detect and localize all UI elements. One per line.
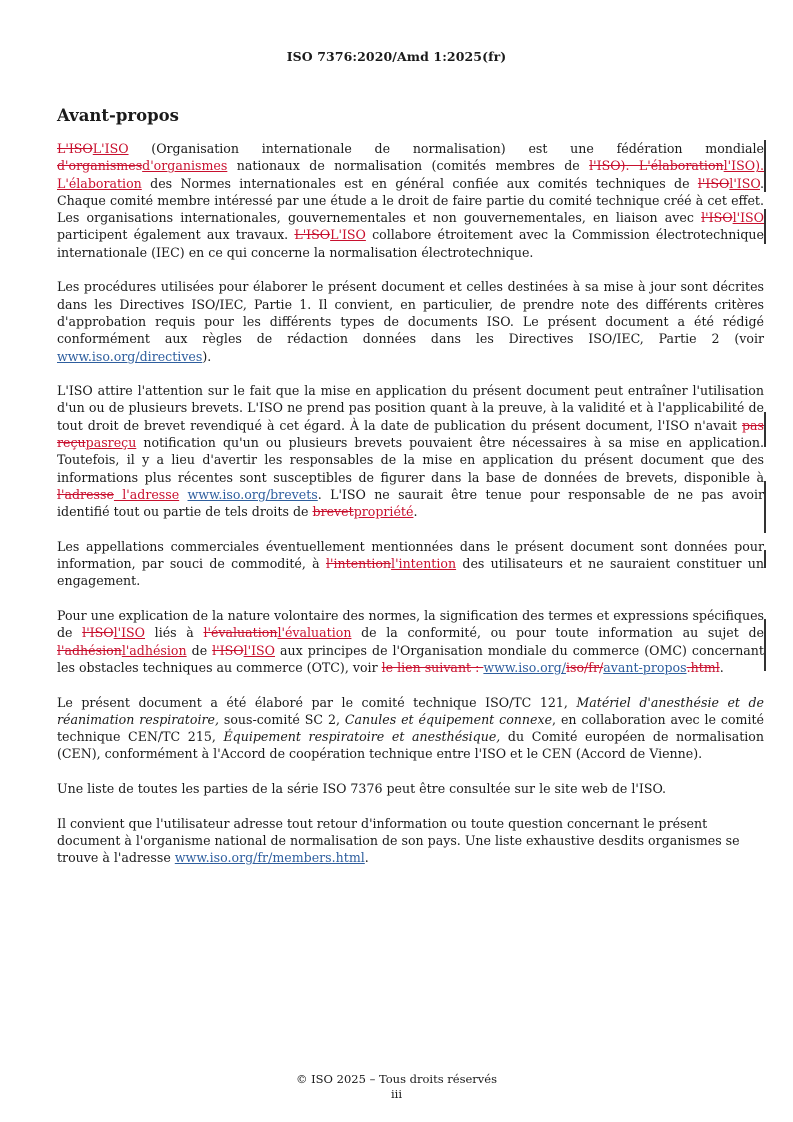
text: sous-comité SC 2,	[218, 711, 345, 727]
text: notification qu'un ou plusieurs brevets pouvaient être nécessaires à sa mise en application. Toutefois, il y a lieu d'avertir les responsables de la mise en application du présent document que des informations plus récentes sont susceptibles de figurer dans la base de données de brevets, disponible à	[57, 435, 764, 485]
paragraph-organisation	[57, 140, 764, 261]
text: des Normes internationales est en général confiée aux comités techniques de	[141, 175, 698, 191]
text: .	[413, 504, 418, 520]
text: aux principes de l'Organisation mondiale du commerce (OMC) concernant les obstacles techniques au commerce (OTC), voir	[57, 642, 764, 675]
inserted-text: l'adhésion	[121, 642, 187, 658]
text: Les appellations commerciales éventuellement mentionnées dans le présent document sont données pour information, par souci de commodité, à	[57, 538, 764, 572]
text: .	[719, 659, 724, 675]
text: .	[364, 850, 369, 866]
paragraph-feedback	[57, 815, 764, 867]
subcommittee-name: Canules et équipement connexe	[344, 711, 553, 727]
inserted-text: l'ISO	[729, 175, 760, 191]
text: nationaux de normalisation (comités membres de	[227, 158, 590, 174]
copyright-notice: © ISO 2025 – Tous droits réservés	[295, 1072, 497, 1086]
paragraph-trade-names	[57, 538, 764, 590]
deleted-text: L'ISO	[57, 141, 93, 156]
text: liés à	[145, 625, 204, 641]
inserted-text: l'adresse	[113, 486, 180, 502]
deleted-text: l'adhésion	[57, 642, 122, 658]
page-header: ISO 7376:2020/Amd 1:2025(fr)	[286, 49, 507, 64]
page-number: iii	[390, 1087, 403, 1101]
deleted-text: brevet	[312, 504, 354, 520]
foreword-link-part[interactable]: www.iso.org/	[483, 659, 566, 675]
members-link[interactable]: www.iso.org/fr/members.html	[174, 850, 365, 866]
deleted-text: l'adresse	[57, 486, 114, 502]
text: Le présent document a été élaboré par le comité technique ISO/TC 121,	[57, 694, 577, 710]
inserted-text: L'élaboration	[57, 175, 142, 191]
deleted-text: l'intention	[326, 556, 392, 572]
paragraph-parts-list	[57, 780, 764, 797]
inserted-text: L'ISO	[92, 141, 129, 156]
text: ).	[202, 348, 212, 364]
deleted-text: l'évaluation	[203, 625, 278, 641]
text: . L'ISO ne saurait être tenue pour responsable de ne pas avoir identifié tout ou partie de tels droits de	[57, 486, 764, 520]
text: Il convient que l'utilisateur adresse tout retour d'information ou toute question concernant le présent document à l'organisme national de normalisation de son pays. Une liste exhaustive desdits organismes se trouve à l'adresse	[57, 815, 740, 866]
deleted-text: l'ISO	[701, 210, 733, 226]
change-bar	[764, 140, 766, 192]
foreword-link-part[interactable]: avant-propos	[603, 659, 687, 675]
committee-name: Matériel d'anesthésie et de réanimation respiratoire,	[57, 694, 764, 727]
paragraph-voluntary-nature	[57, 607, 764, 676]
text: participent également aux travaux.	[57, 227, 295, 243]
text: , en collaboration avec le comité technique CEN/TC 215,	[57, 711, 765, 745]
change-bar	[764, 550, 766, 568]
inserted-text: L'ISO	[330, 227, 366, 243]
directives-link[interactable]: www.iso.org/directives	[57, 348, 203, 364]
foreword-body	[57, 140, 764, 884]
inserted-text: d'organismes	[142, 158, 228, 174]
text: (Organisation internationale de normalisation) est une fédération mondiale	[128, 141, 764, 156]
change-bar	[764, 412, 766, 447]
inserted-text: l'ISO).	[723, 158, 764, 174]
change-bar	[764, 481, 766, 533]
deleted-text: l'ISO	[82, 625, 114, 641]
text: Une liste de toutes les parties de la série ISO 7376 peut être consultée sur le site web de l'ISO.	[57, 780, 667, 796]
inserted-text: l'ISO	[113, 625, 146, 641]
change-bar	[764, 619, 766, 671]
inserted-text: l'intention	[391, 556, 457, 572]
page-footer	[0, 1072, 793, 1102]
change-bar	[764, 209, 766, 244]
deleted-text: .html	[686, 659, 720, 675]
inserted-text: pasreçu	[85, 435, 137, 451]
text: de	[186, 642, 213, 658]
deleted-text: l'ISO). L'élaboration	[589, 158, 724, 174]
deleted-text: l'ISO	[697, 175, 730, 191]
paragraph-procedures	[57, 278, 764, 364]
text: . Chaque comité membre intéressé par une étude a le droit de faire partie du comité technique créé à cet effet. Les organisations internationales, gouvernementales et non gouvernementales, en liaison avec	[57, 175, 764, 226]
text: L'ISO attire l'attention sur le fait que la mise en application du présent document peut entraîner l'utilisation d'un ou de plusieurs brevets. L'ISO ne prend pas position quant à la preuve, à la validité et à l'applicabilité de tout droit de brevet revendiqué à cet égard. À la date de publication du présent document, l'ISO n'avait	[57, 383, 764, 433]
deleted-text: le lien suivant :	[381, 659, 484, 675]
deleted-text: iso/fr/	[565, 659, 604, 675]
deleted-text: pas reçu	[57, 417, 764, 451]
text: de la conformité, ou pour toute information au sujet de	[351, 625, 764, 641]
text: collabore étroitement avec la Commission électrotechnique internationale (IEC) en ce qui concerne la normalisation électrotechnique.	[57, 227, 764, 260]
patents-link[interactable]: www.iso.org/brevets	[187, 486, 318, 502]
text: du Comité européen de normalisation (CEN), conformément à l'Accord de coopération technique entre l'ISO et le CEN (Accord de Vienne).	[57, 729, 764, 762]
inserted-text: l'ISO	[243, 642, 275, 658]
inserted-text: propriété	[353, 504, 414, 520]
inserted-text: l'ISO	[732, 210, 764, 226]
inserted-text: l'évaluation	[277, 625, 352, 641]
deleted-text: l'ISO	[212, 642, 244, 658]
paragraph-committee	[57, 694, 764, 763]
text	[179, 487, 187, 502]
cen-committee-name: Équipement respiratoire et anesthésique,	[223, 729, 501, 745]
deleted-text: L'ISO	[294, 227, 331, 243]
deleted-text: d'organismes	[57, 158, 143, 174]
paragraph-patents	[57, 382, 764, 520]
text: des utilisateurs et ne sauraient constituer un engagement.	[57, 556, 765, 589]
section-title: Avant-propos	[57, 106, 179, 125]
text: Pour une explication de la nature volontaire des normes, la signification des termes et expressions spécifiques de	[57, 608, 764, 641]
text: Les procédures utilisées pour élaborer le présent document et celles destinées à sa mise à jour sont décrites dans les Directives ISO/IEC, Partie 1. Il convient, en particulier, de prendre note des différents critères d'approbation requis pour les différents types de documents ISO. Le présent document a été rédigé conformément aux règles de rédaction données dans les Directives ISO/IEC, Partie 2 (voir	[57, 279, 764, 347]
